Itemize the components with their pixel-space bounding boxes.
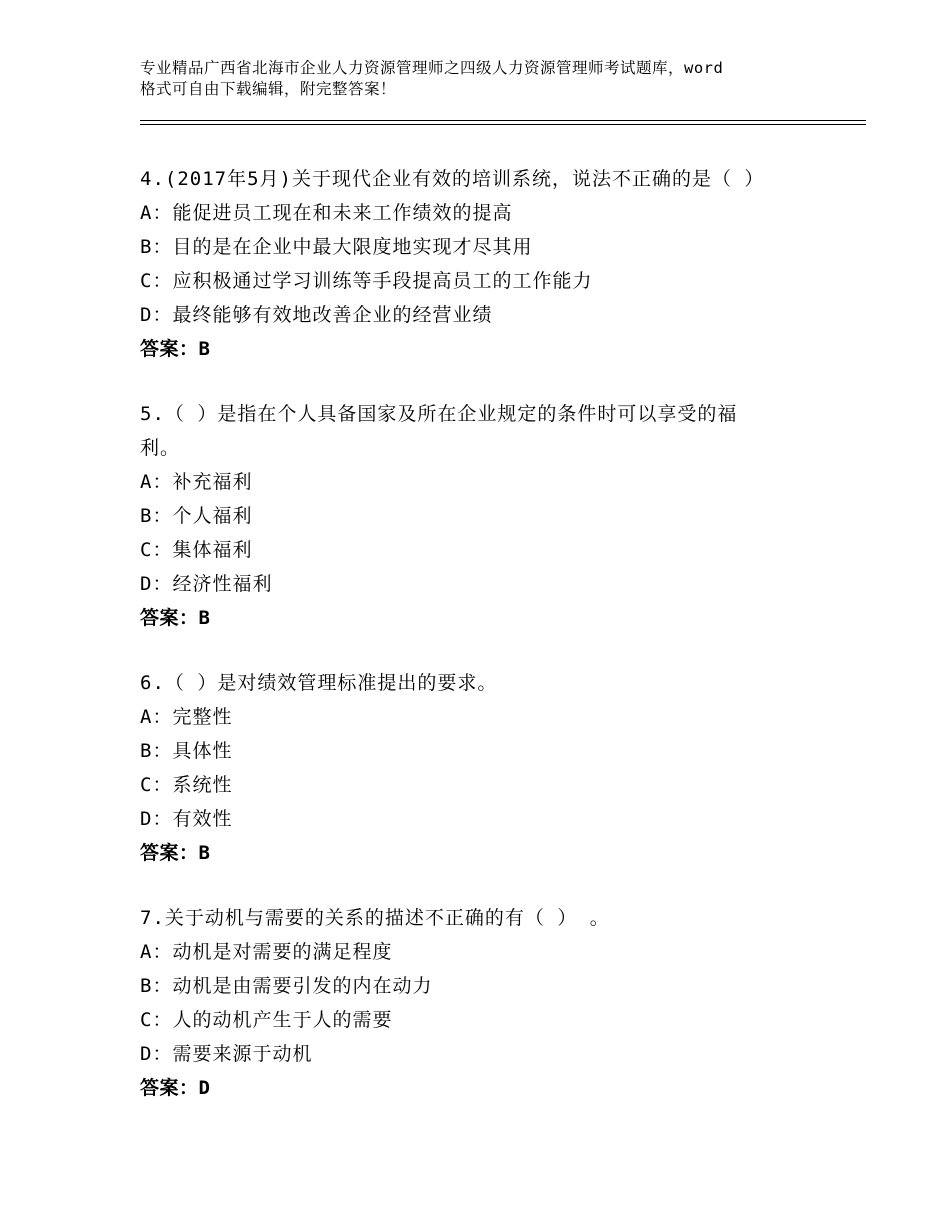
question-stem: 4.(2017年5月)关于现代企业有效的培训系统，说法不正确的是（ ） bbox=[140, 168, 765, 190]
option-a: A：动机是对需要的满足程度 bbox=[140, 941, 393, 963]
option-b: B：具体性 bbox=[140, 740, 233, 762]
question-stem-continued: 利。 bbox=[140, 437, 181, 459]
header-divider-top bbox=[140, 120, 866, 121]
answer: 答案：D bbox=[140, 1077, 211, 1099]
question-6 bbox=[140, 666, 800, 870]
option-c: C：应积极通过学习训练等手段提高员工的工作能力 bbox=[140, 270, 593, 292]
question-7 bbox=[140, 901, 800, 1105]
option-d: D：经济性福利 bbox=[140, 573, 273, 595]
question-5 bbox=[140, 397, 800, 635]
document-header bbox=[140, 58, 840, 100]
header-line-2: 格式可自由下载编辑，附完整答案！ bbox=[140, 80, 397, 98]
option-b: B：动机是由需要引发的内在动力 bbox=[140, 975, 433, 997]
question-list bbox=[140, 162, 800, 1136]
question-stem: 5.（ ）是指在个人具备国家及所在企业规定的条件时可以享受的福 bbox=[140, 403, 738, 425]
question-stem: 6.（ ）是对绩效管理标准提出的要求。 bbox=[140, 672, 498, 694]
option-a: A：补充福利 bbox=[140, 471, 253, 493]
option-c: C：系统性 bbox=[140, 774, 233, 796]
option-b: B：个人福利 bbox=[140, 505, 253, 527]
header-divider-bottom bbox=[140, 124, 866, 125]
option-d: D：最终能够有效地改善企业的经营业绩 bbox=[140, 304, 493, 326]
header-line-1: 专业精品广西省北海市企业人力资源管理师之四级人力资源管理师考试题库，word bbox=[140, 59, 724, 77]
question-stem: 7.关于动机与需要的关系的描述不正确的有（ ） 。 bbox=[140, 907, 610, 929]
option-d: D：需要来源于动机 bbox=[140, 1043, 313, 1065]
question-4 bbox=[140, 162, 800, 366]
option-c: C：集体福利 bbox=[140, 539, 253, 561]
option-b: B：目的是在企业中最大限度地实现才尽其用 bbox=[140, 236, 533, 258]
option-a: A：能促进员工现在和未来工作绩效的提高 bbox=[140, 202, 513, 224]
option-c: C：人的动机产生于人的需要 bbox=[140, 1009, 393, 1031]
answer: 答案：B bbox=[140, 607, 211, 629]
option-d: D：有效性 bbox=[140, 808, 233, 830]
option-a: A：完整性 bbox=[140, 706, 233, 728]
answer: 答案：B bbox=[140, 842, 211, 864]
answer: 答案：B bbox=[140, 338, 211, 360]
